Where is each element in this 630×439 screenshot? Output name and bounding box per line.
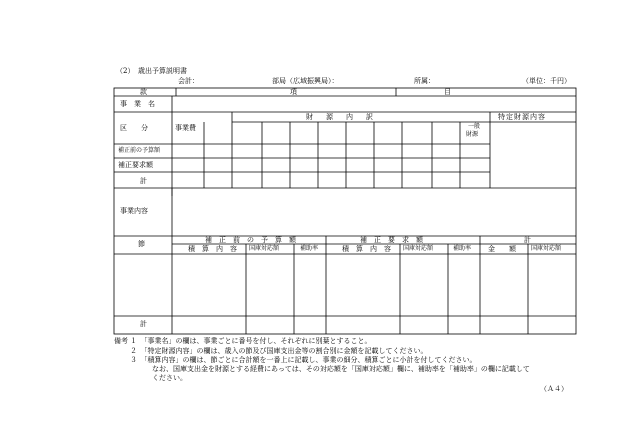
kingaku-header: 金 額 xyxy=(488,245,516,253)
note-4: なお、国庫支出金を財源とする経費にあっては、その対応額を「国庫対応額」欄に、補助率を「補助率」の欄に記載して xyxy=(152,365,530,373)
note-2: ２ 「特定財源内容」の欄は、歳入の節及び国庫支出金等の割合別に金額を記載してください。 xyxy=(130,347,428,355)
kei-label: 計 xyxy=(140,177,147,185)
bukyoku-label: 部局（広域振興局）： xyxy=(272,77,339,85)
kan-label: 款 xyxy=(140,88,147,96)
note-1: １ 「事業名」の欄は、事業ごとに番号を付し、それぞれに別葉とすること。 xyxy=(130,337,372,345)
jigyomei-label: 事 業 名 xyxy=(120,100,155,108)
hoseimae-group-header: 補 正 前 の 予 算 額 xyxy=(205,236,296,244)
kokko-taiogaku-2: 国庫対応額 xyxy=(403,245,434,252)
hoseiyokyu-label: 補正要求額 xyxy=(118,161,153,169)
paper-size-label: （Ａ４） xyxy=(540,385,568,393)
note-3: ３ 「積算内容」の欄は、節ごとに合計額を一番上に記載し、事業の細分、積算ごとに小計を付してください。 xyxy=(130,356,477,364)
moku-label: 目 xyxy=(444,88,451,96)
kei-bottom-label: 計 xyxy=(140,320,147,328)
zaigen-naiyaku-label: 財 源 内 訳 xyxy=(306,113,376,121)
unit-label: （単位：千円） xyxy=(522,77,571,85)
sekisan-naiyo-2: 積 算 内 容 xyxy=(342,245,391,253)
kokko-taiogaku-1: 国庫対応額 xyxy=(249,245,280,252)
hojoritsu-2: 補助率 xyxy=(453,245,472,252)
jigyonaiyo-label: 事業内容 xyxy=(120,207,148,215)
setsu-label: 節 xyxy=(138,240,145,248)
hoseiyokyu-group-header: 補 正 要 求 額 xyxy=(360,236,423,244)
kou-label: 項 xyxy=(290,88,297,96)
tokutei-zaigen-label: 特定財源内容 xyxy=(498,113,546,121)
kei-group-header: 計 xyxy=(524,236,531,244)
hojoritsu-1: 補助率 xyxy=(300,245,319,252)
ippan-zaigen-label: 財源 xyxy=(466,131,479,138)
shozoku-label: 所属： xyxy=(414,77,435,85)
jigyohi-label: 事業費 xyxy=(175,124,196,132)
form-title: （2） 歳出予算説明書 xyxy=(116,67,187,75)
sekisan-naiyo-1: 積 算 内 容 xyxy=(188,245,237,253)
notes-label: 備考 xyxy=(114,337,128,345)
kaikei-label: 会計： xyxy=(178,77,199,85)
kubun-label: 区 分 xyxy=(120,124,148,132)
ippan-label: 一般 xyxy=(468,123,481,130)
note-5: ください。 xyxy=(152,374,187,382)
hoseimae-label: 補正前の予算額 xyxy=(118,147,161,154)
kokko-taiogaku-3: 国庫対応額 xyxy=(531,245,562,252)
